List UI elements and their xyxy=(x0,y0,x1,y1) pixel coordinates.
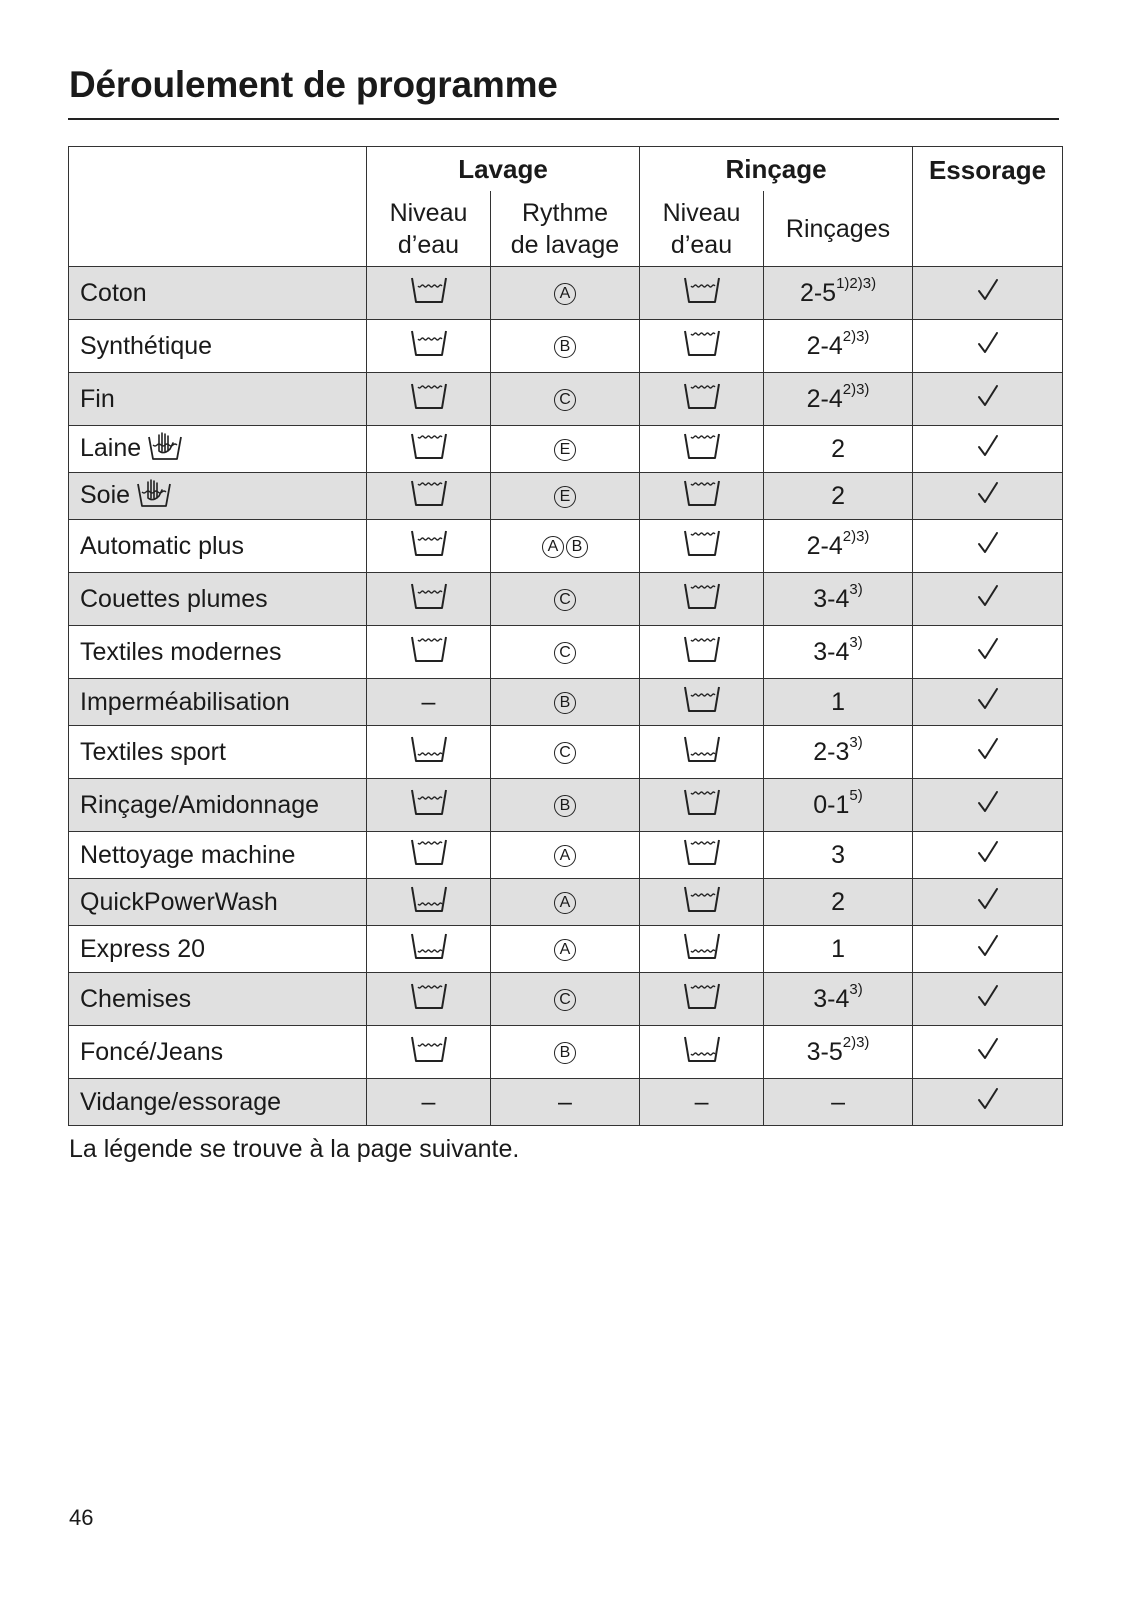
rinse-count xyxy=(831,482,845,510)
check-icon xyxy=(976,790,1000,821)
check-icon xyxy=(976,637,1000,668)
rinse-count-value: 0-1 xyxy=(813,790,850,819)
tub-high-icon xyxy=(683,528,721,565)
rinse-count-value: 2 xyxy=(831,887,845,916)
rhythm-badge: C xyxy=(554,989,576,1011)
wash-level-cell xyxy=(367,626,491,679)
program-name: Laine xyxy=(80,433,142,462)
rinse-count-cell xyxy=(764,726,913,779)
check-icon xyxy=(976,687,1000,718)
check-icon xyxy=(976,531,1000,562)
wash-level-cell xyxy=(367,267,491,320)
handwash-icon xyxy=(147,431,183,468)
program-name: Textiles sport xyxy=(80,737,226,766)
wash-level-cell xyxy=(367,473,491,520)
spin-cell xyxy=(913,973,1063,1026)
footnote-ref: 3) xyxy=(849,981,863,999)
wash-rhythm-cell xyxy=(491,679,640,726)
spin-cell xyxy=(913,679,1063,726)
spin-cell xyxy=(913,779,1063,832)
tub-high-icon xyxy=(683,634,721,671)
rinse-count-cell xyxy=(764,926,913,973)
wash-level-cell xyxy=(367,926,491,973)
check-icon xyxy=(976,1087,1000,1118)
rinse-level-cell xyxy=(640,779,764,832)
header-essorage: Essorage xyxy=(913,147,1063,267)
spin-cell xyxy=(913,1026,1063,1079)
tub-high-icon xyxy=(683,381,721,418)
tub-low-icon xyxy=(410,884,448,921)
spin-cell xyxy=(913,267,1063,320)
tub-high-icon xyxy=(410,981,448,1018)
tub-low-icon xyxy=(683,931,721,968)
wash-rhythm-cell xyxy=(491,832,640,879)
rinse-count-cell xyxy=(764,879,913,926)
rinse-count xyxy=(831,435,845,463)
tub-low-icon xyxy=(683,734,721,771)
rinse-count-value: 3-4 xyxy=(813,984,850,1013)
rhythm-badge: B xyxy=(554,692,576,714)
table-row xyxy=(69,520,1063,573)
rinse-count-cell xyxy=(764,320,913,373)
handwash-icon xyxy=(136,478,172,515)
page-title: Déroulement de programme xyxy=(69,64,558,105)
program-name-cell xyxy=(69,373,367,426)
tub-medium-icon xyxy=(410,1034,448,1071)
rinse-count xyxy=(831,888,845,916)
rinse-level-cell xyxy=(640,426,764,473)
rinse-count-cell xyxy=(764,679,913,726)
rinse-count-cell xyxy=(764,573,913,626)
dash: – xyxy=(694,1087,709,1116)
check-icon xyxy=(976,584,1000,615)
program-name-cell xyxy=(69,973,367,1026)
table-row xyxy=(69,373,1063,426)
program-name: Fin xyxy=(80,384,115,413)
check-icon xyxy=(976,887,1000,918)
wash-rhythm-cell xyxy=(491,267,640,320)
header-rinse-level-line2: d’eau xyxy=(670,230,733,259)
rinse-count-value: 2-4 xyxy=(806,384,843,413)
program-name: Express 20 xyxy=(80,934,206,963)
footnote-ref: 2)3) xyxy=(842,1034,870,1052)
rinse-level-cell xyxy=(640,926,764,973)
tub-high-icon xyxy=(683,478,721,515)
rhythm-badge: B xyxy=(554,795,576,817)
footnote-ref: 1)2)3) xyxy=(836,275,877,293)
rinse-count-value: 3 xyxy=(831,840,845,869)
rinse-count xyxy=(831,688,845,716)
program-name: Imperméabilisation xyxy=(80,687,290,716)
rinse-count xyxy=(813,734,863,766)
rinse-count-value: 2-4 xyxy=(806,531,843,560)
wash-rhythm-cell xyxy=(491,573,640,626)
tub-high-icon xyxy=(683,328,721,365)
rinse-count-cell xyxy=(764,426,913,473)
tub-high-icon xyxy=(683,581,721,618)
rinse-level-cell xyxy=(640,832,764,879)
footnote-ref: 2)3) xyxy=(842,328,870,346)
tub-medium-icon xyxy=(410,528,448,565)
table-row xyxy=(69,426,1063,473)
rinse-count-cell xyxy=(764,973,913,1026)
rhythm-badge: A xyxy=(554,892,576,914)
header-rincage: Rinçage xyxy=(640,147,913,192)
rinse-count-cell xyxy=(764,473,913,520)
rinse-level-cell xyxy=(640,520,764,573)
wash-level-cell xyxy=(367,879,491,926)
rinse-level-cell xyxy=(640,879,764,926)
rinse-count-value: 2-4 xyxy=(806,331,843,360)
header-wash-level-line1: Niveau xyxy=(389,198,468,227)
wash-rhythm-cell xyxy=(491,926,640,973)
wash-level-cell xyxy=(367,520,491,573)
program-name-cell xyxy=(69,1026,367,1079)
rinse-count xyxy=(806,328,870,360)
check-icon xyxy=(976,737,1000,768)
wash-rhythm-cell xyxy=(491,473,640,520)
program-name: Chemises xyxy=(80,984,192,1013)
tub-high-icon xyxy=(410,381,448,418)
program-name-cell xyxy=(69,1079,367,1126)
spin-cell xyxy=(913,726,1063,779)
check-icon xyxy=(976,384,1000,415)
dash: – xyxy=(421,687,436,716)
rinse-level-cell xyxy=(640,573,764,626)
wash-rhythm-cell xyxy=(491,373,640,426)
rinse-level-cell xyxy=(640,726,764,779)
header-wash-level-line2: d’eau xyxy=(397,230,460,259)
program-name-cell xyxy=(69,520,367,573)
rhythm-badge: A xyxy=(554,845,576,867)
spin-cell xyxy=(913,320,1063,373)
wash-level-cell xyxy=(367,779,491,832)
rinse-count-cell xyxy=(764,1079,913,1126)
rinse-count xyxy=(831,841,845,869)
header-wash-rhythm-line1: Rythme xyxy=(521,198,609,227)
rhythm-badge: C xyxy=(554,389,576,411)
program-name: Vidange/essorage xyxy=(80,1087,282,1116)
table-row xyxy=(69,973,1063,1026)
check-icon xyxy=(976,1037,1000,1068)
program-name-cell xyxy=(69,473,367,520)
rinse-count xyxy=(813,981,863,1013)
wash-level-cell xyxy=(367,320,491,373)
rinse-count-value: 3-4 xyxy=(813,584,850,613)
tub-medium-icon xyxy=(683,275,721,312)
spin-cell xyxy=(913,473,1063,520)
rinse-level-cell xyxy=(640,267,764,320)
wash-rhythm-cell xyxy=(491,726,640,779)
check-icon xyxy=(976,840,1000,871)
program-name: QuickPowerWash xyxy=(80,887,278,916)
page-number: 46 xyxy=(69,1505,94,1530)
spin-cell xyxy=(913,832,1063,879)
rhythm-badge: B xyxy=(554,1042,576,1064)
program-name: Synthétique xyxy=(80,331,213,360)
rinse-level-cell xyxy=(640,320,764,373)
table-row xyxy=(69,1026,1063,1079)
rinse-count xyxy=(813,581,863,613)
program-name-cell xyxy=(69,879,367,926)
header-wash-level xyxy=(367,191,491,267)
header-wash-rhythm xyxy=(491,191,640,267)
rinse-count-value: 1 xyxy=(831,687,845,716)
program-name-cell xyxy=(69,679,367,726)
wash-level-cell xyxy=(367,726,491,779)
tub-high-icon xyxy=(683,787,721,824)
wash-rhythm-cell xyxy=(491,320,640,373)
program-name: Soie xyxy=(80,480,131,509)
program-name-cell xyxy=(69,626,367,679)
wash-level-cell xyxy=(367,373,491,426)
tub-low-icon xyxy=(410,734,448,771)
rinse-level-cell xyxy=(640,1079,764,1126)
table-row xyxy=(69,779,1063,832)
table-row xyxy=(69,626,1063,679)
wash-rhythm-cell xyxy=(491,1079,640,1126)
program-rows xyxy=(69,267,1063,1126)
spin-cell xyxy=(913,426,1063,473)
program-name-cell xyxy=(69,267,367,320)
rinse-count-cell xyxy=(764,520,913,573)
program-name: Foncé/Jeans xyxy=(80,1037,224,1066)
program-name: Couettes plumes xyxy=(80,584,268,613)
rinse-count xyxy=(806,381,870,413)
rinse-count-value: 2 xyxy=(831,434,845,463)
tub-low-icon xyxy=(410,931,448,968)
rinse-level-cell xyxy=(640,973,764,1026)
spin-cell xyxy=(913,520,1063,573)
check-icon xyxy=(976,934,1000,965)
rinse-count-value: 1 xyxy=(831,934,845,963)
rinse-level-cell xyxy=(640,373,764,426)
program-name: Automatic plus xyxy=(80,531,244,560)
rinse-count-value: 2 xyxy=(831,481,845,510)
footnote-ref: 5) xyxy=(849,787,863,805)
rinse-count-value: 2-5 xyxy=(799,278,837,307)
table-row xyxy=(69,320,1063,373)
footnote-ref: 3) xyxy=(849,734,863,752)
program-name-cell xyxy=(69,926,367,973)
footnote-ref: 3) xyxy=(849,581,863,599)
rhythm-badge: A xyxy=(554,283,576,305)
rinse-count xyxy=(806,1034,870,1066)
legend-note: La légende se trouve à la page suivante. xyxy=(69,1135,520,1163)
wash-rhythm-cell xyxy=(491,426,640,473)
tub-medium-icon xyxy=(410,328,448,365)
check-icon xyxy=(976,481,1000,512)
header-rinse-level-line1: Niveau xyxy=(662,198,741,227)
spin-cell xyxy=(913,626,1063,679)
tub-high-icon xyxy=(410,634,448,671)
rinse-count xyxy=(806,528,870,560)
check-icon xyxy=(976,278,1000,309)
wash-rhythm-cell xyxy=(491,779,640,832)
rhythm-badge: C xyxy=(554,589,576,611)
program-name: Nettoyage machine xyxy=(80,840,296,869)
program-name: Textiles modernes xyxy=(80,637,282,666)
table-row xyxy=(69,879,1063,926)
table-row xyxy=(69,726,1063,779)
tub-high-icon xyxy=(410,478,448,515)
program-name-cell xyxy=(69,320,367,373)
rhythm-badge: E xyxy=(554,439,576,461)
check-icon xyxy=(976,984,1000,1015)
program-name-cell xyxy=(69,726,367,779)
rinse-level-cell xyxy=(640,626,764,679)
rhythm-badge: A xyxy=(542,536,564,558)
program-name-cell xyxy=(69,832,367,879)
program-name: Rinçage/Amidonnage xyxy=(80,790,320,819)
tub-medium-icon xyxy=(683,684,721,721)
tub-high-icon xyxy=(410,837,448,874)
rhythm-badge: E xyxy=(554,486,576,508)
rinse-count-cell xyxy=(764,832,913,879)
wash-level-cell xyxy=(367,573,491,626)
rhythm-badge: A xyxy=(554,939,576,961)
footnote-ref: 3) xyxy=(849,634,863,652)
rinse-count xyxy=(813,787,863,819)
rinse-count-cell xyxy=(764,267,913,320)
spin-cell xyxy=(913,373,1063,426)
wash-rhythm-cell xyxy=(491,1026,640,1079)
wash-level-cell xyxy=(367,832,491,879)
tub-high-icon xyxy=(683,431,721,468)
rinse-count-value: – xyxy=(831,1087,845,1116)
rhythm-badge: C xyxy=(554,642,576,664)
table-row xyxy=(69,267,1063,320)
rinse-count xyxy=(813,634,863,666)
program-name: Coton xyxy=(80,278,147,307)
header-lavage: Lavage xyxy=(367,147,640,192)
spin-cell xyxy=(913,926,1063,973)
check-icon xyxy=(976,434,1000,465)
tub-medium-icon xyxy=(410,787,448,824)
rinse-level-cell xyxy=(640,473,764,520)
wash-level-cell xyxy=(367,973,491,1026)
footnote-ref: 2)3) xyxy=(842,381,870,399)
rinse-count-cell xyxy=(764,779,913,832)
header-corner xyxy=(69,147,367,267)
tub-medium-icon xyxy=(410,275,448,312)
rinse-count xyxy=(831,935,845,963)
tub-high-icon xyxy=(683,837,721,874)
rinse-count xyxy=(831,1088,845,1116)
rinse-count-value: 3-5 xyxy=(806,1037,843,1066)
header-wash-rhythm-line2: de lavage xyxy=(510,230,620,259)
rinse-count-cell xyxy=(764,626,913,679)
tub-low-icon xyxy=(683,1034,721,1071)
rhythm-badge: B xyxy=(566,536,588,558)
header-rinse-level xyxy=(640,191,764,267)
wash-level-cell xyxy=(367,679,491,726)
wash-level-cell xyxy=(367,426,491,473)
rinse-count-value: 2-3 xyxy=(813,737,850,766)
program-name-cell xyxy=(69,779,367,832)
spin-cell xyxy=(913,879,1063,926)
dash: – xyxy=(421,1087,436,1116)
program-table xyxy=(68,146,1063,1126)
tub-high-icon xyxy=(410,431,448,468)
rinse-level-cell xyxy=(640,679,764,726)
program-name-cell xyxy=(69,426,367,473)
table-row xyxy=(69,832,1063,879)
rinse-count-value: 3-4 xyxy=(813,637,850,666)
header-rinse-count: Rinçages xyxy=(764,191,913,267)
rinse-count-cell xyxy=(764,373,913,426)
title-rule xyxy=(68,118,1059,120)
rhythm-badge: B xyxy=(554,336,576,358)
wash-rhythm-cell xyxy=(491,973,640,1026)
dash: – xyxy=(558,1087,572,1116)
wash-level-cell xyxy=(367,1026,491,1079)
check-icon xyxy=(976,331,1000,362)
tub-high-icon xyxy=(683,981,721,1018)
rinse-level-cell xyxy=(640,1026,764,1079)
table-row xyxy=(69,1079,1063,1126)
rinse-count xyxy=(799,275,877,307)
wash-rhythm-cell xyxy=(491,520,640,573)
spin-cell xyxy=(913,1079,1063,1126)
rhythm-badge: C xyxy=(554,742,576,764)
footnote-ref: 2)3) xyxy=(842,528,870,546)
spin-cell xyxy=(913,573,1063,626)
rinse-count-cell xyxy=(764,1026,913,1079)
tub-medium-icon xyxy=(683,884,721,921)
wash-rhythm-cell xyxy=(491,626,640,679)
wash-level-cell xyxy=(367,1079,491,1126)
wash-rhythm-cell xyxy=(491,879,640,926)
tub-medium-icon xyxy=(410,581,448,618)
table-row xyxy=(69,473,1063,520)
table-row xyxy=(69,573,1063,626)
program-name-cell xyxy=(69,573,367,626)
table-row xyxy=(69,679,1063,726)
table-row xyxy=(69,926,1063,973)
